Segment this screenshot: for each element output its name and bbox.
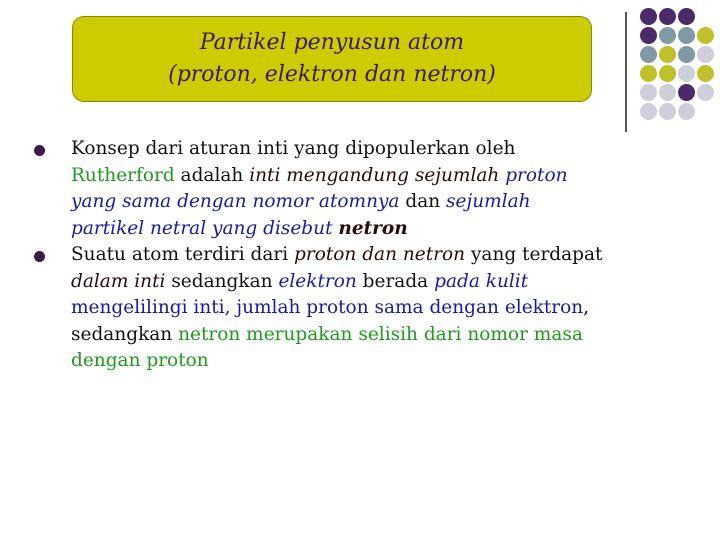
text-plain: adalah xyxy=(174,164,250,186)
text-blue-italic: elektron xyxy=(278,270,357,292)
title-line-2: (proton, elektron dan netron) xyxy=(168,62,496,87)
text-blue-italic: yang sama dengan nomor atomnya xyxy=(71,191,400,212)
bullet-list xyxy=(34,136,694,375)
text-plain: , xyxy=(583,297,590,318)
text-green: netron merupakan selisih dari nomor masa xyxy=(178,323,583,345)
bullet-dot-icon xyxy=(34,145,45,156)
text-italic: proton dan netron xyxy=(294,244,466,265)
title-line-1: Partikel penyusun atom xyxy=(199,30,465,56)
text-blue-italic: partikel netral yang disebut xyxy=(71,217,339,239)
text-green: Rutherford xyxy=(71,164,175,186)
text-plain: berada xyxy=(356,270,435,292)
text-blue: mengelilingi inti, jumlah proton sama dengan elektron xyxy=(71,297,584,318)
bullet-dot-icon xyxy=(34,251,45,262)
text-plain: Suatu atom terdiri dari xyxy=(71,244,295,265)
text-blue-italic: sejumlah xyxy=(446,191,531,212)
text-plain: sedangkan xyxy=(71,323,179,345)
bullet-item-2 xyxy=(34,242,694,375)
text-blue-italic: proton xyxy=(505,164,568,186)
text-plain: yang terdapat xyxy=(465,244,603,265)
bullet-item-1 xyxy=(34,136,694,242)
text-plain: Konsep dari aturan inti yang dipopulerkan oleh xyxy=(71,138,516,159)
text-italic: dalam inti xyxy=(71,270,166,292)
title-box xyxy=(72,16,592,102)
text-blue-italic: pada kulit xyxy=(434,270,529,292)
text-bold-italic: netron xyxy=(338,217,408,239)
text-plain: sedangkan xyxy=(165,270,279,292)
text-green: dengan proton xyxy=(71,350,209,371)
text-italic: inti mengandung sejumlah xyxy=(249,164,506,186)
vertical-divider xyxy=(625,12,627,132)
text-plain: dan xyxy=(399,191,447,212)
